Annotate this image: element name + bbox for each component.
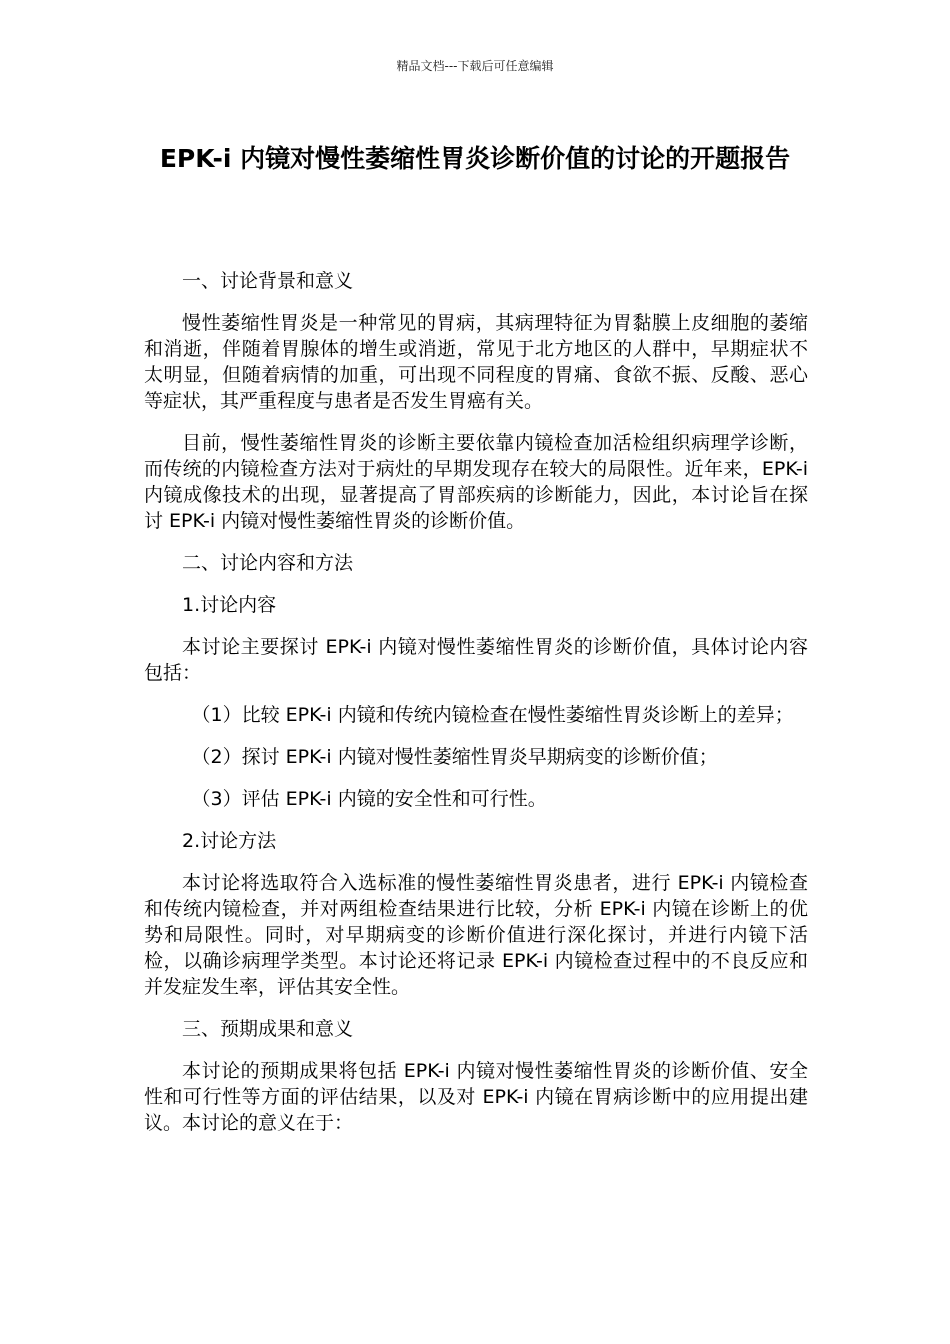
subsection-heading: 1.讨论内容 <box>182 594 277 616</box>
list-item: （2）探讨 EPK-i 内镜对慢性萎缩性胃炎早期病变的诊断价值； <box>191 746 718 768</box>
paragraph: 目前，慢性萎缩性胃炎的诊断主要依靠内镜检查加活检组织病理学诊断，而传统的内镜检查方法对于病灶的早期发现存在较大的局限性。近年来，EPK-i 内镜成像技术的出现，显著提高了胃部疾病的诊断能力，因此，本讨论旨在探讨 EPK-i 内镜对慢性萎缩性胃炎的诊断价值。 <box>144 432 808 532</box>
paragraph: 本讨论的预期成果将包括 EPK-i 内镜对慢性萎缩性胃炎的诊断价值、安全性和可行性等方面的评估结果，以及对 EPK-i 内镜在胃病诊断中的应用提出建议。本讨论的意义在于： <box>144 1060 808 1134</box>
subsection-heading: 2.讨论方法 <box>182 830 277 852</box>
paragraph: 本讨论将选取符合入选标准的慢性萎缩性胃炎患者，进行 EPK-i 内镜检查和传统内镜检查，并对两组检查结果进行比较，分析 EPK-i 内镜在诊断上的优势和局限性。同时，对早期病变的诊断价值进行深化探讨，并进行内镜下活检，以确诊病理学类型。本讨论还将记录 EPK-i 内镜检查过程中的不良反应和并发症发生率，评估其安全性。 <box>144 872 808 998</box>
paragraph: 本讨论主要探讨 EPK-i 内镜对慢性萎缩性胃炎的诊断价值，具体讨论内容包括： <box>144 636 808 684</box>
page-header: 精品文档---下载后可任意编辑 <box>396 59 554 73</box>
section-heading: 一、讨论背景和意义 <box>182 270 354 292</box>
document-body <box>144 268 808 1152</box>
paragraph: 慢性萎缩性胃炎是一种常见的胃病，其病理特征为胃黏膜上皮细胞的萎缩和消逝，伴随着胃腺体的增生或消逝，常见于北方地区的人群中，早期症状不太明显，但随着病情的加重，可出现不同程度的胃痛、食欲不振、反酸、恶心等症状，其严重程度与患者是否发生胃癌有关。 <box>144 312 808 412</box>
section-heading: 二、讨论内容和方法 <box>182 552 354 574</box>
document-title: EPK-i 内镜对慢性萎缩性胃炎诊断价值的讨论的开题报告 <box>159 144 791 173</box>
section-heading: 三、预期成果和意义 <box>182 1018 354 1040</box>
list-item: （3）评估 EPK-i 内镜的安全性和可行性。 <box>191 788 547 810</box>
list-item: （1）比较 EPK-i 内镜和传统内镜检查在慢性萎缩性胃炎诊断上的差异； <box>191 704 794 726</box>
